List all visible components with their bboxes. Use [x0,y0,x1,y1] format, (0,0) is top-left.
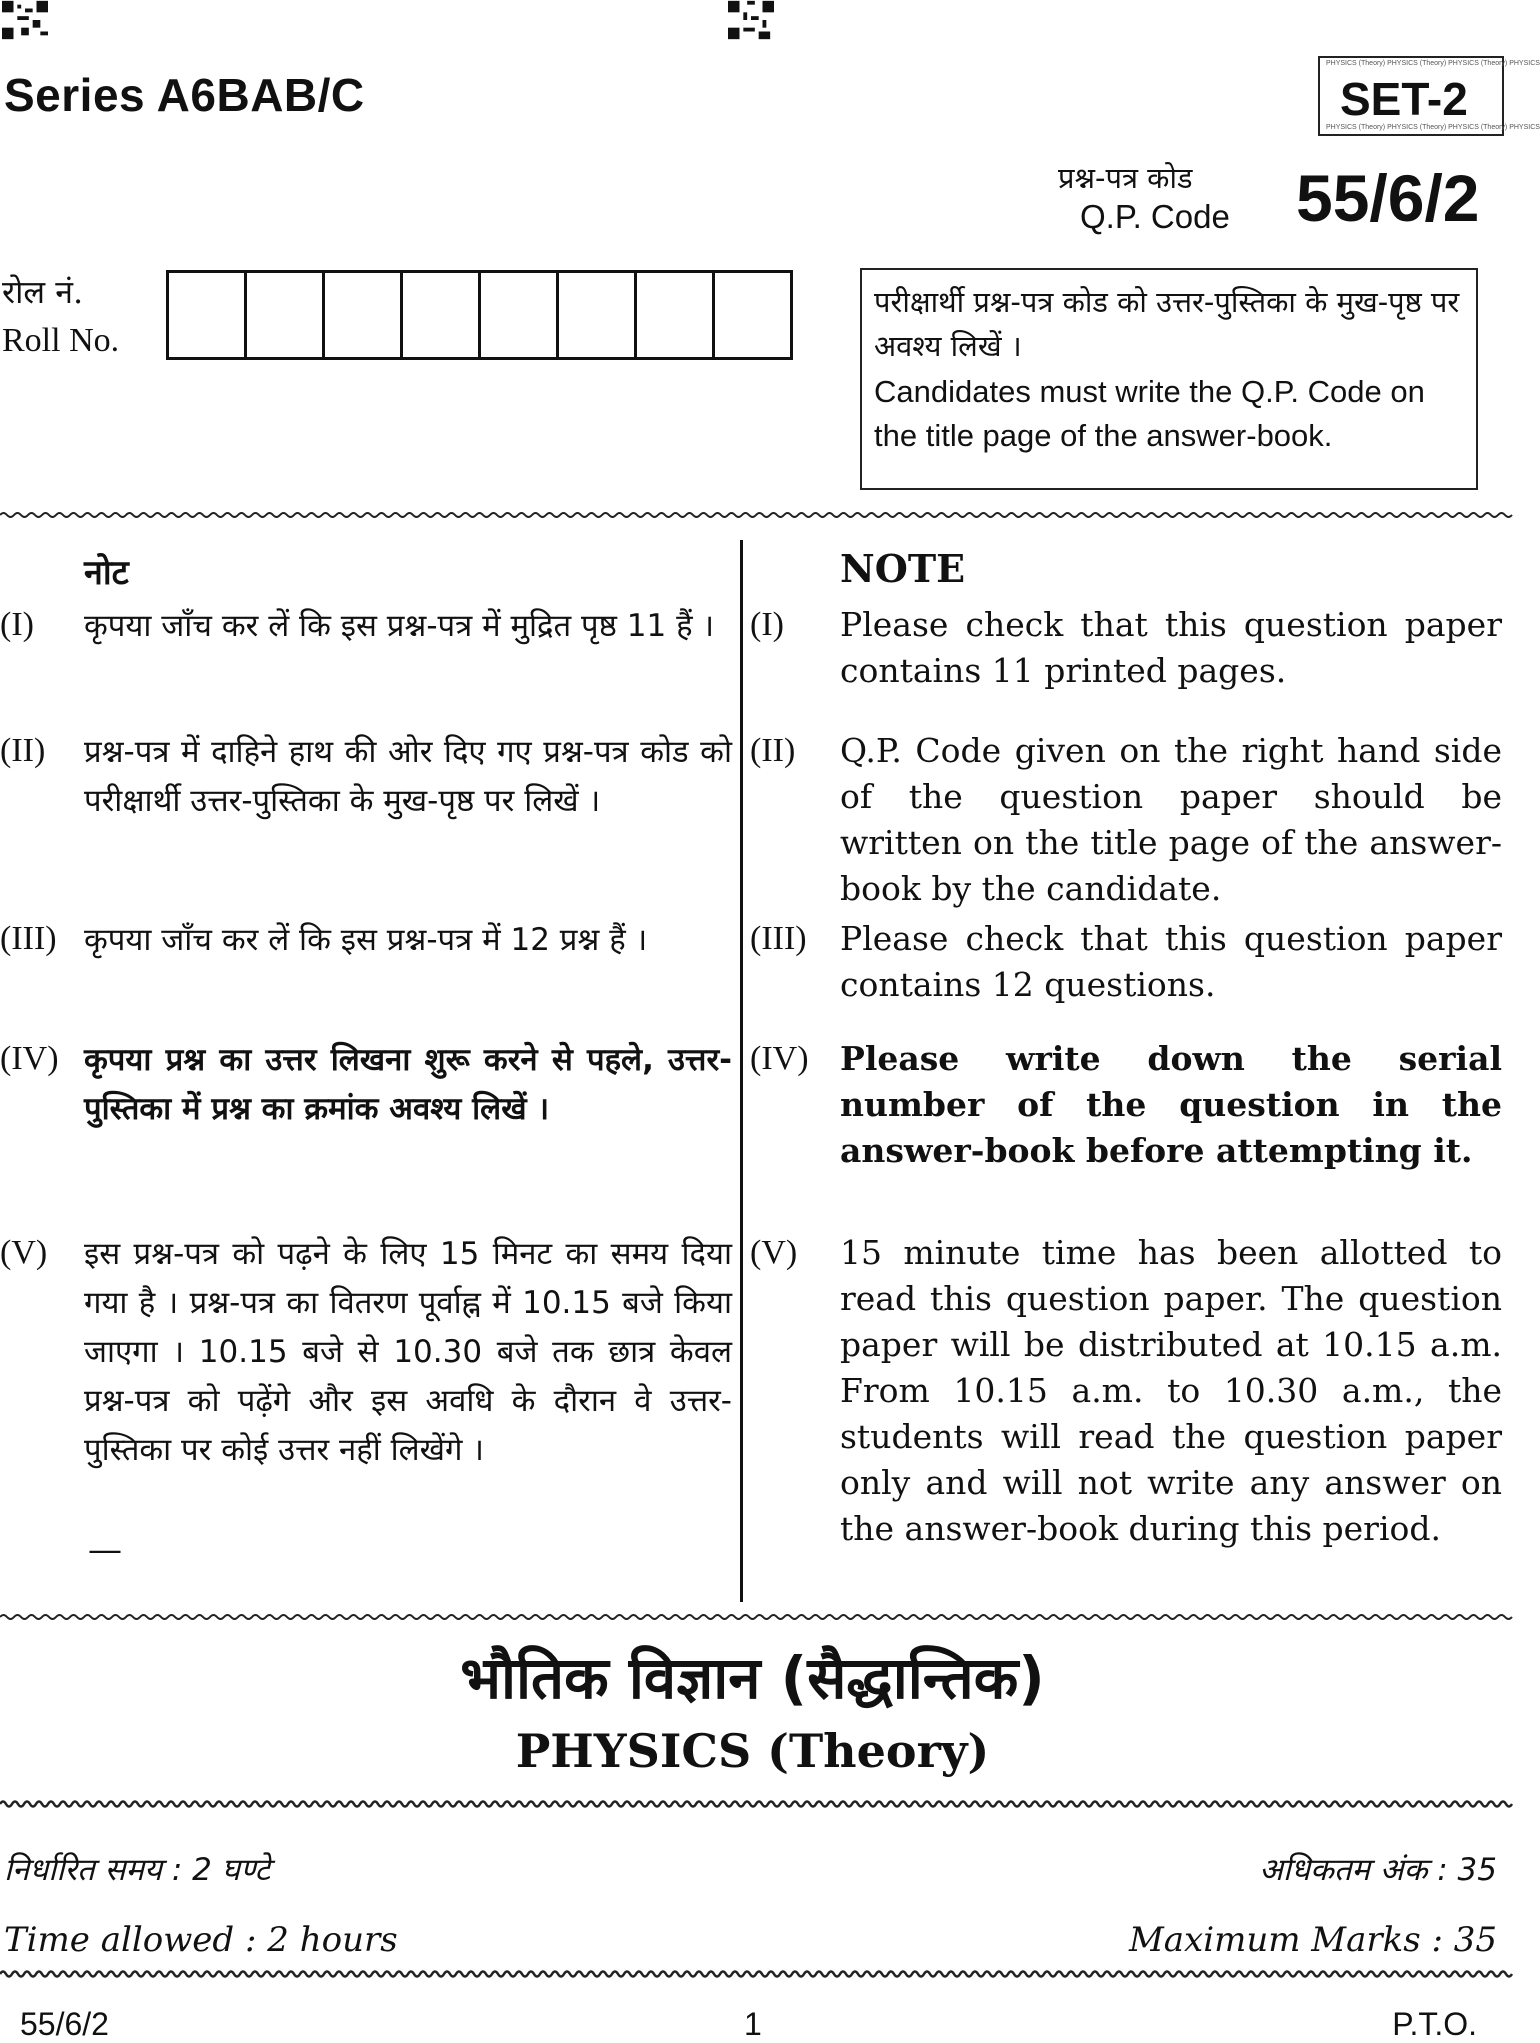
item-number: (III) [0,920,57,957]
wavy-divider-middle [0,1610,1505,1624]
item-text: कृपया जाँच कर लें कि इस प्रश्न-पत्र में मुद्रित पृष्ठ 11 हैं । [84,608,715,644]
instruction-english: Candidates must write the Q.P. Code on the title page of the answer-book. [874,374,1425,453]
subject-title-english: PHYSICS (Theory) [515,1724,990,1778]
item-number: (I) [0,606,34,643]
roll-number-box [559,273,637,357]
note-hi-item-1 [0,602,732,651]
maximum-marks-english: Maximum Marks : 35 [1128,1920,1497,1960]
note-hi-item-2 [0,728,732,826]
item-number: (III) [750,920,807,957]
set-label: SET-2 [1340,73,1468,125]
roll-number-box [715,273,790,357]
roll-number-box [403,273,481,357]
item-text: कृपया जाँच कर लें कि इस प्रश्न-पत्र में 12 प्रश्न हैं । [84,922,648,958]
footer-page-number: 1 [744,2006,762,2042]
note-en-item-4 [750,1036,1502,1174]
item-number: (II) [0,732,46,769]
note-hi-item-3 [0,916,732,965]
item-text: Please check that this question paper contains 11 printed pages. [840,605,1502,690]
roll-number-boxes [166,270,793,360]
series-label: Series A6BAB/C [4,69,365,121]
item-number: (II) [750,732,796,769]
item-text: इस प्रश्न-पत्र को पढ़ने के लिए 15 मिनट का समय दिया गया है । प्रश्न-पत्र का वितरण पूर्वाह्न में 10.15 बजे किया जाएगा । 10.15 बजे से 10.30 बजे तक छात्र केवल प्रश्न-पत्र को पढ़ेंगे और इस अवधि के दौरान वे उत्तर-पुस्तिका पर कोई उत्तर नहीं लिखेंगे । [84,1236,732,1468]
item-text: Please write down the serial number of the question in the answer-book before attempting it. [840,1039,1502,1170]
time-allowed-english: Time allowed : 2 hours [4,1920,398,1960]
item-text: 15 minute time has been allotted to read this question paper. The question paper will be distributed at 10.15 a.m. From 10.15 a.m. to 10.30 a.m., the students will read the question paper only and will not write any answer on the answer-book during this period. [840,1233,1502,1548]
set-badge [1318,56,1540,136]
set-badge-microtext: PHYSICS (Theory) PHYSICS (Theory) PHYSICS (Theory) PHYSICS [1326,60,1540,67]
item-text: कृपया प्रश्न का उत्तर लिखना शुरू करने से पहले, उत्तर-पुस्तिका में प्रश्न का क्रमांक अवश्य लिखें । [84,1042,732,1127]
instruction-hindi: परीक्षार्थी प्रश्न-पत्र कोड को उत्तर-पुस्तिका के मुख-पृष्ठ पर अवश्य लिखें । [874,285,1460,363]
note-en-item-2 [750,728,1502,912]
roll-label-english: Roll No. [2,322,120,359]
wavy-divider-top [0,508,1505,522]
roll-number-box [247,273,325,357]
roll-label-hindi: रोल नं. [2,273,84,311]
column-divider [740,540,743,1602]
item-number: (IV) [0,1040,59,1077]
note-en-item-5 [750,1230,1502,1552]
set-badge-microtext-bottom: PHYSICS (Theory) PHYSICS (Theory) PHYSICS (Theory) PHYSICS [1326,124,1540,131]
wavy-divider-title [0,1796,1505,1812]
time-allowed-hindi: निर्धारित समय : 2 घण्टे [4,1852,271,1888]
item-number: (IV) [750,1040,809,1077]
qp-code-value: 55/6/2 [1296,161,1480,235]
qp-code-label-hindi: प्रश्न-पत्र कोड [1058,161,1193,195]
item-number: (I) [750,606,784,643]
roll-number-box [169,273,247,357]
wavy-divider-bottom [0,1966,1505,1982]
note-heading-hindi: नोट [84,553,129,593]
trailing-dash: — [88,1530,122,1570]
roll-number-box [325,273,403,357]
qp-code-label-english: Q.P. Code [1080,198,1230,235]
note-heading-english: NOTE [840,546,966,591]
subject-title-hindi: भौतिक विज्ञान (सैद्धान्तिक) [460,1644,1045,1712]
footer-code: 55/6/2 [20,2006,109,2042]
item-number: (V) [0,1234,48,1271]
qr-code-icon-left [2,0,48,40]
note-hi-item-4 [0,1036,732,1134]
item-text: Please check that this question paper contains 12 questions. [840,919,1502,1004]
maximum-marks-hindi: अधिकतम अंक : 35 [1259,1852,1497,1888]
note-en-item-3 [750,916,1502,1008]
footer-pto: P.T.O. [1392,2006,1477,2042]
roll-number-box [481,273,559,357]
note-hi-item-5 [0,1230,732,1475]
item-number: (V) [750,1234,798,1271]
item-text: प्रश्न-पत्र में दाहिने हाथ की ओर दिए गए प्रश्न-पत्र कोड को परीक्षार्थी उत्तर-पुस्तिका के मुख-पृष्ठ पर लिखें । [84,734,732,819]
roll-number-box [637,273,715,357]
qr-code-icon-center [728,0,774,40]
instruction-box [860,268,1478,490]
item-text: Q.P. Code given on the right hand side of the question paper should be written on the title page of the answer-book by the candidate. [840,731,1502,908]
note-en-item-1 [750,602,1502,694]
